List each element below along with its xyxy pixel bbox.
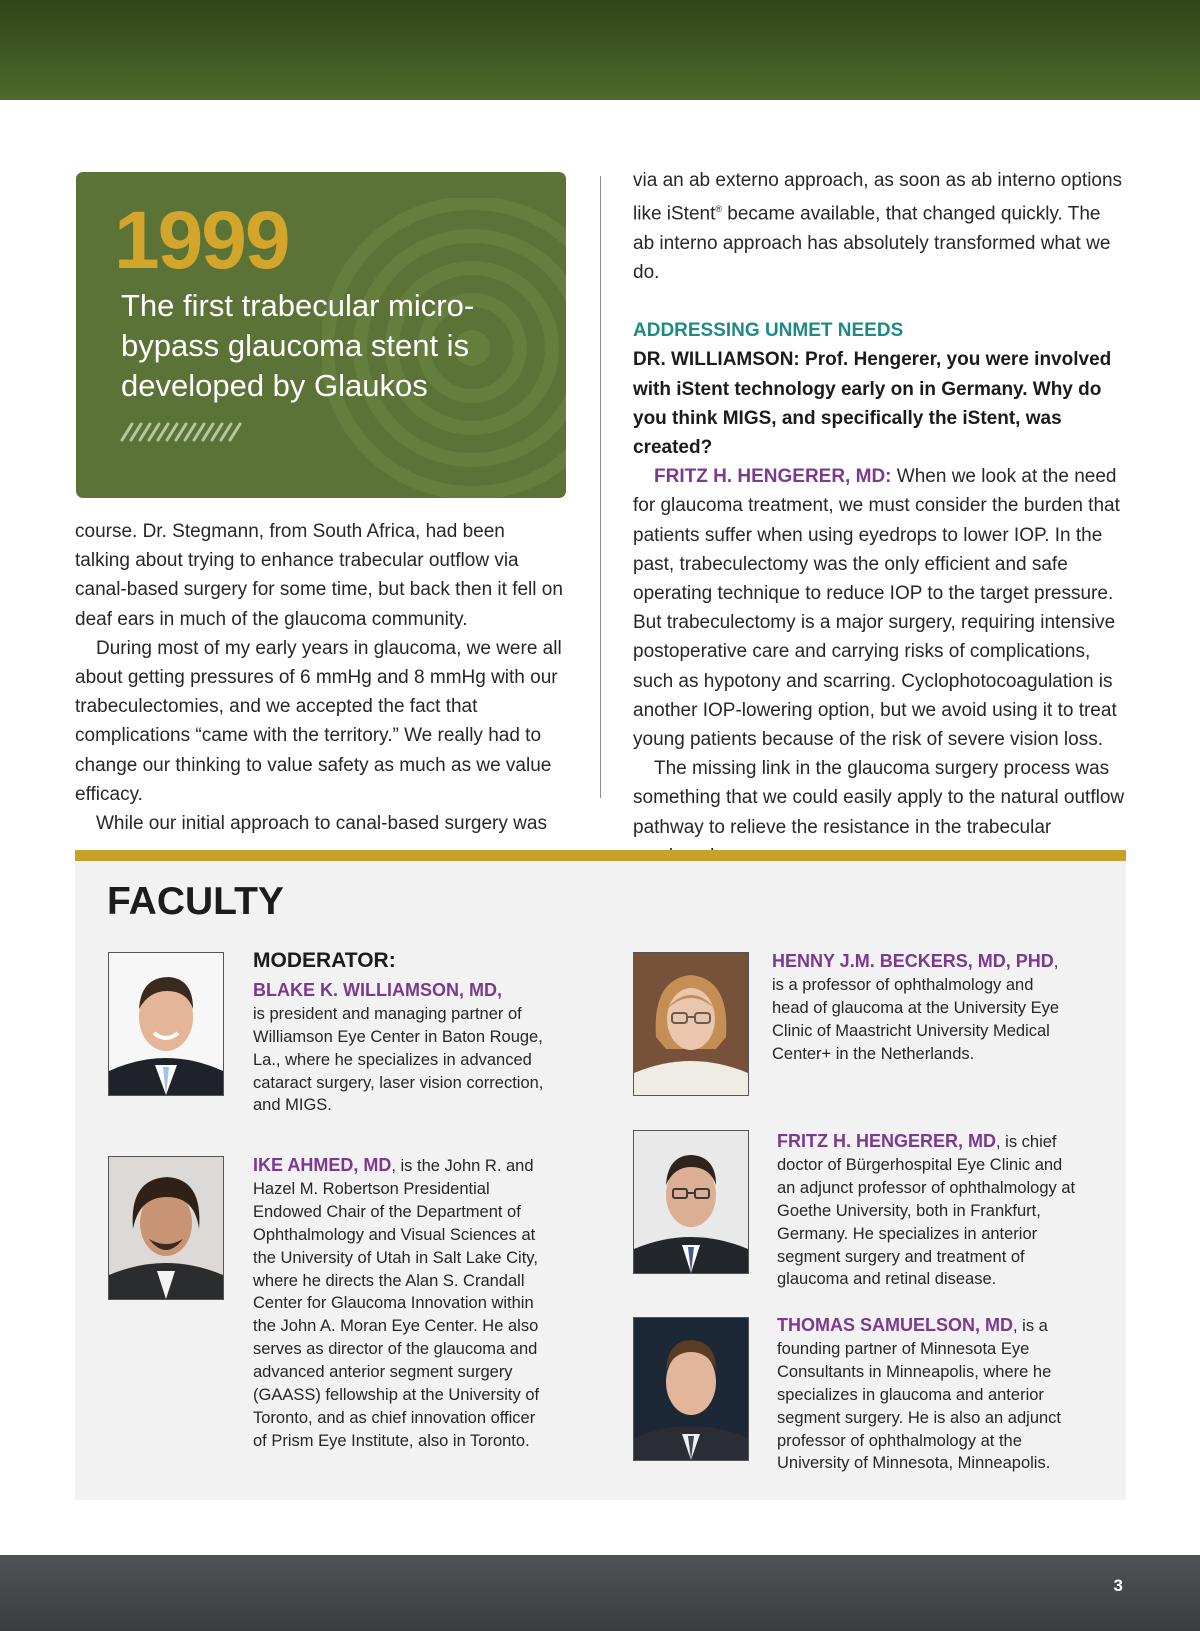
column-divider	[600, 176, 601, 798]
faculty-bio: , is the John R. and Hazel M. Robertson Presidential Endowed Chair of the Department of Ophthalmology and Visual Sciences at the University of Utah in Salt Lake City, where he directs the Alan S. Crandall Center for Glaucoma Innovation within the John A. Moran Eye Center. He also serves as director of the glaucoma and advanced anterior segment surgery (GAASS) fellowship at the University of Toronto, and as chief innovation officer of Prism Eye Institute, also in Toronto.	[253, 1157, 540, 1450]
speaker-name: FRITZ H. HENGERER, MD:	[654, 466, 892, 488]
registered-mark: ®	[715, 204, 723, 215]
portrait-blake-williamson	[108, 952, 224, 1096]
bio-blake-williamson	[253, 950, 553, 1117]
bio-thomas-samuelson	[777, 1314, 1087, 1475]
paragraph: course. Dr. Stegmann, from South Africa, had been talking about trying to enhance trabecular outflow via canal-based surgery for some time, but back then it fell on deaf ears in much of the glaucoma community.	[75, 521, 563, 630]
top-banner	[0, 0, 1200, 100]
bio-henny-beckers	[772, 950, 1072, 1066]
page-number: 3	[1113, 1576, 1123, 1595]
bio-fritz-hengerer	[777, 1130, 1082, 1291]
faculty-name: THOMAS SAMUELSON, MD	[777, 1315, 1013, 1335]
milestone-title: The first trabecular micro-bypass glaucoma stent is developed by Glaukos	[121, 288, 475, 403]
portrait-fritz-hengerer	[633, 1130, 749, 1274]
paragraph: The missing link in the glaucoma surgery process was something that we could easily apply to the natural outflow pathway to relieve the resistance in the trabecular	[633, 758, 1125, 838]
faculty-name: HENNY J.M. BECKERS, MD, PHD	[772, 951, 1054, 971]
section-heading: ADDRESSING UNMET NEEDS	[633, 320, 904, 342]
intro-text: via an ab externo approach, as soon as ab interno options like iStent	[633, 170, 1123, 225]
answer-text: When we look at the need for glaucoma treatment, we must consider the burden that patients suffer when using eyedrops to lower IOP. In the past, trabeculectomy was the only efficient and safe operating technique to reduce IOP to the target pressure. But trabeculectomy is a major surgery, requiring intensive postoperative care and carrying risks of complications, such as hypotony and scarring. Cyclophotocoagulation is another IOP-lowering option, but we avoid using it to treat young patients because of the risk of severe vision loss.	[633, 466, 1120, 750]
hatch-decoration	[119, 422, 245, 442]
portrait-henny-beckers	[633, 952, 749, 1096]
faculty-bio: is president and managing partner of Williamson Eye Center in Baton Rouge, La., where he specializes in advanced cataract surgery, laser vision correction, and MIGS.	[253, 1004, 544, 1115]
faculty-top-rule	[75, 850, 1126, 861]
bio-ike-ahmed	[253, 1154, 543, 1453]
faculty-name: FRITZ H. HENGERER, MD	[777, 1131, 996, 1151]
paragraph	[633, 462, 1126, 754]
faculty-bio: , is a professor of ophthalmology and head of glaucoma at the University Eye Clinic of Maastricht University Medical Center+ in the Netherlands.	[772, 953, 1060, 1063]
faculty-name: IKE AHMED, MD	[253, 1155, 392, 1175]
paragraph: During most of my early years in glaucoma, we were all about getting pressures of 6 mmHg and 8 mmHg with our trabeculectomies, and we accepted the fact that complications “came with the territory.” We really had to change our thinking to value safety as much as we value efficacy.	[75, 637, 562, 805]
intro-text-continued: became available, that changed quickly. The ab interno approach has absolutely transformed what we do.	[633, 203, 1111, 283]
faculty-bio: , is chief doctor of Bürgerhospital Eye Clinic and an adjunct professor of ophthalmology at Goethe University, both in Frankfurt, Germany. He specializes in anterior segment surgery and treatment of glaucoma and retinal disease.	[777, 1133, 1076, 1289]
faculty-title: FACULTY	[107, 880, 284, 923]
bottom-banner	[0, 1555, 1200, 1631]
faculty-name: BLAKE K. WILLIAMSON, MD,	[253, 979, 502, 1000]
left-column-text	[75, 517, 563, 838]
interview-question: DR. WILLIAMSON: Prof. Hengerer, you were involved with iStent technology early on in Germany. Why do you think MIGS, and specifically the iStent, was created?	[633, 349, 1112, 458]
faculty-bio: , is a founding partner of Minnesota Eye Consultants in Minneapolis, where he specializes in glaucoma and anterior segment surgery. He is also an adjunct professor of ophthalmology at the University of Minnesota, Minneapolis.	[777, 1317, 1062, 1473]
portrait-thomas-samuelson	[633, 1317, 749, 1461]
right-column-text	[633, 166, 1126, 871]
paragraph: While our initial approach to canal-based surgery was	[96, 813, 547, 835]
milestone-callout	[76, 172, 566, 498]
moderator-label: MODERATOR:	[253, 949, 396, 972]
milestone-year: 1999	[114, 195, 289, 286]
portrait-ike-ahmed	[108, 1156, 224, 1300]
paragraph	[633, 166, 1126, 287]
